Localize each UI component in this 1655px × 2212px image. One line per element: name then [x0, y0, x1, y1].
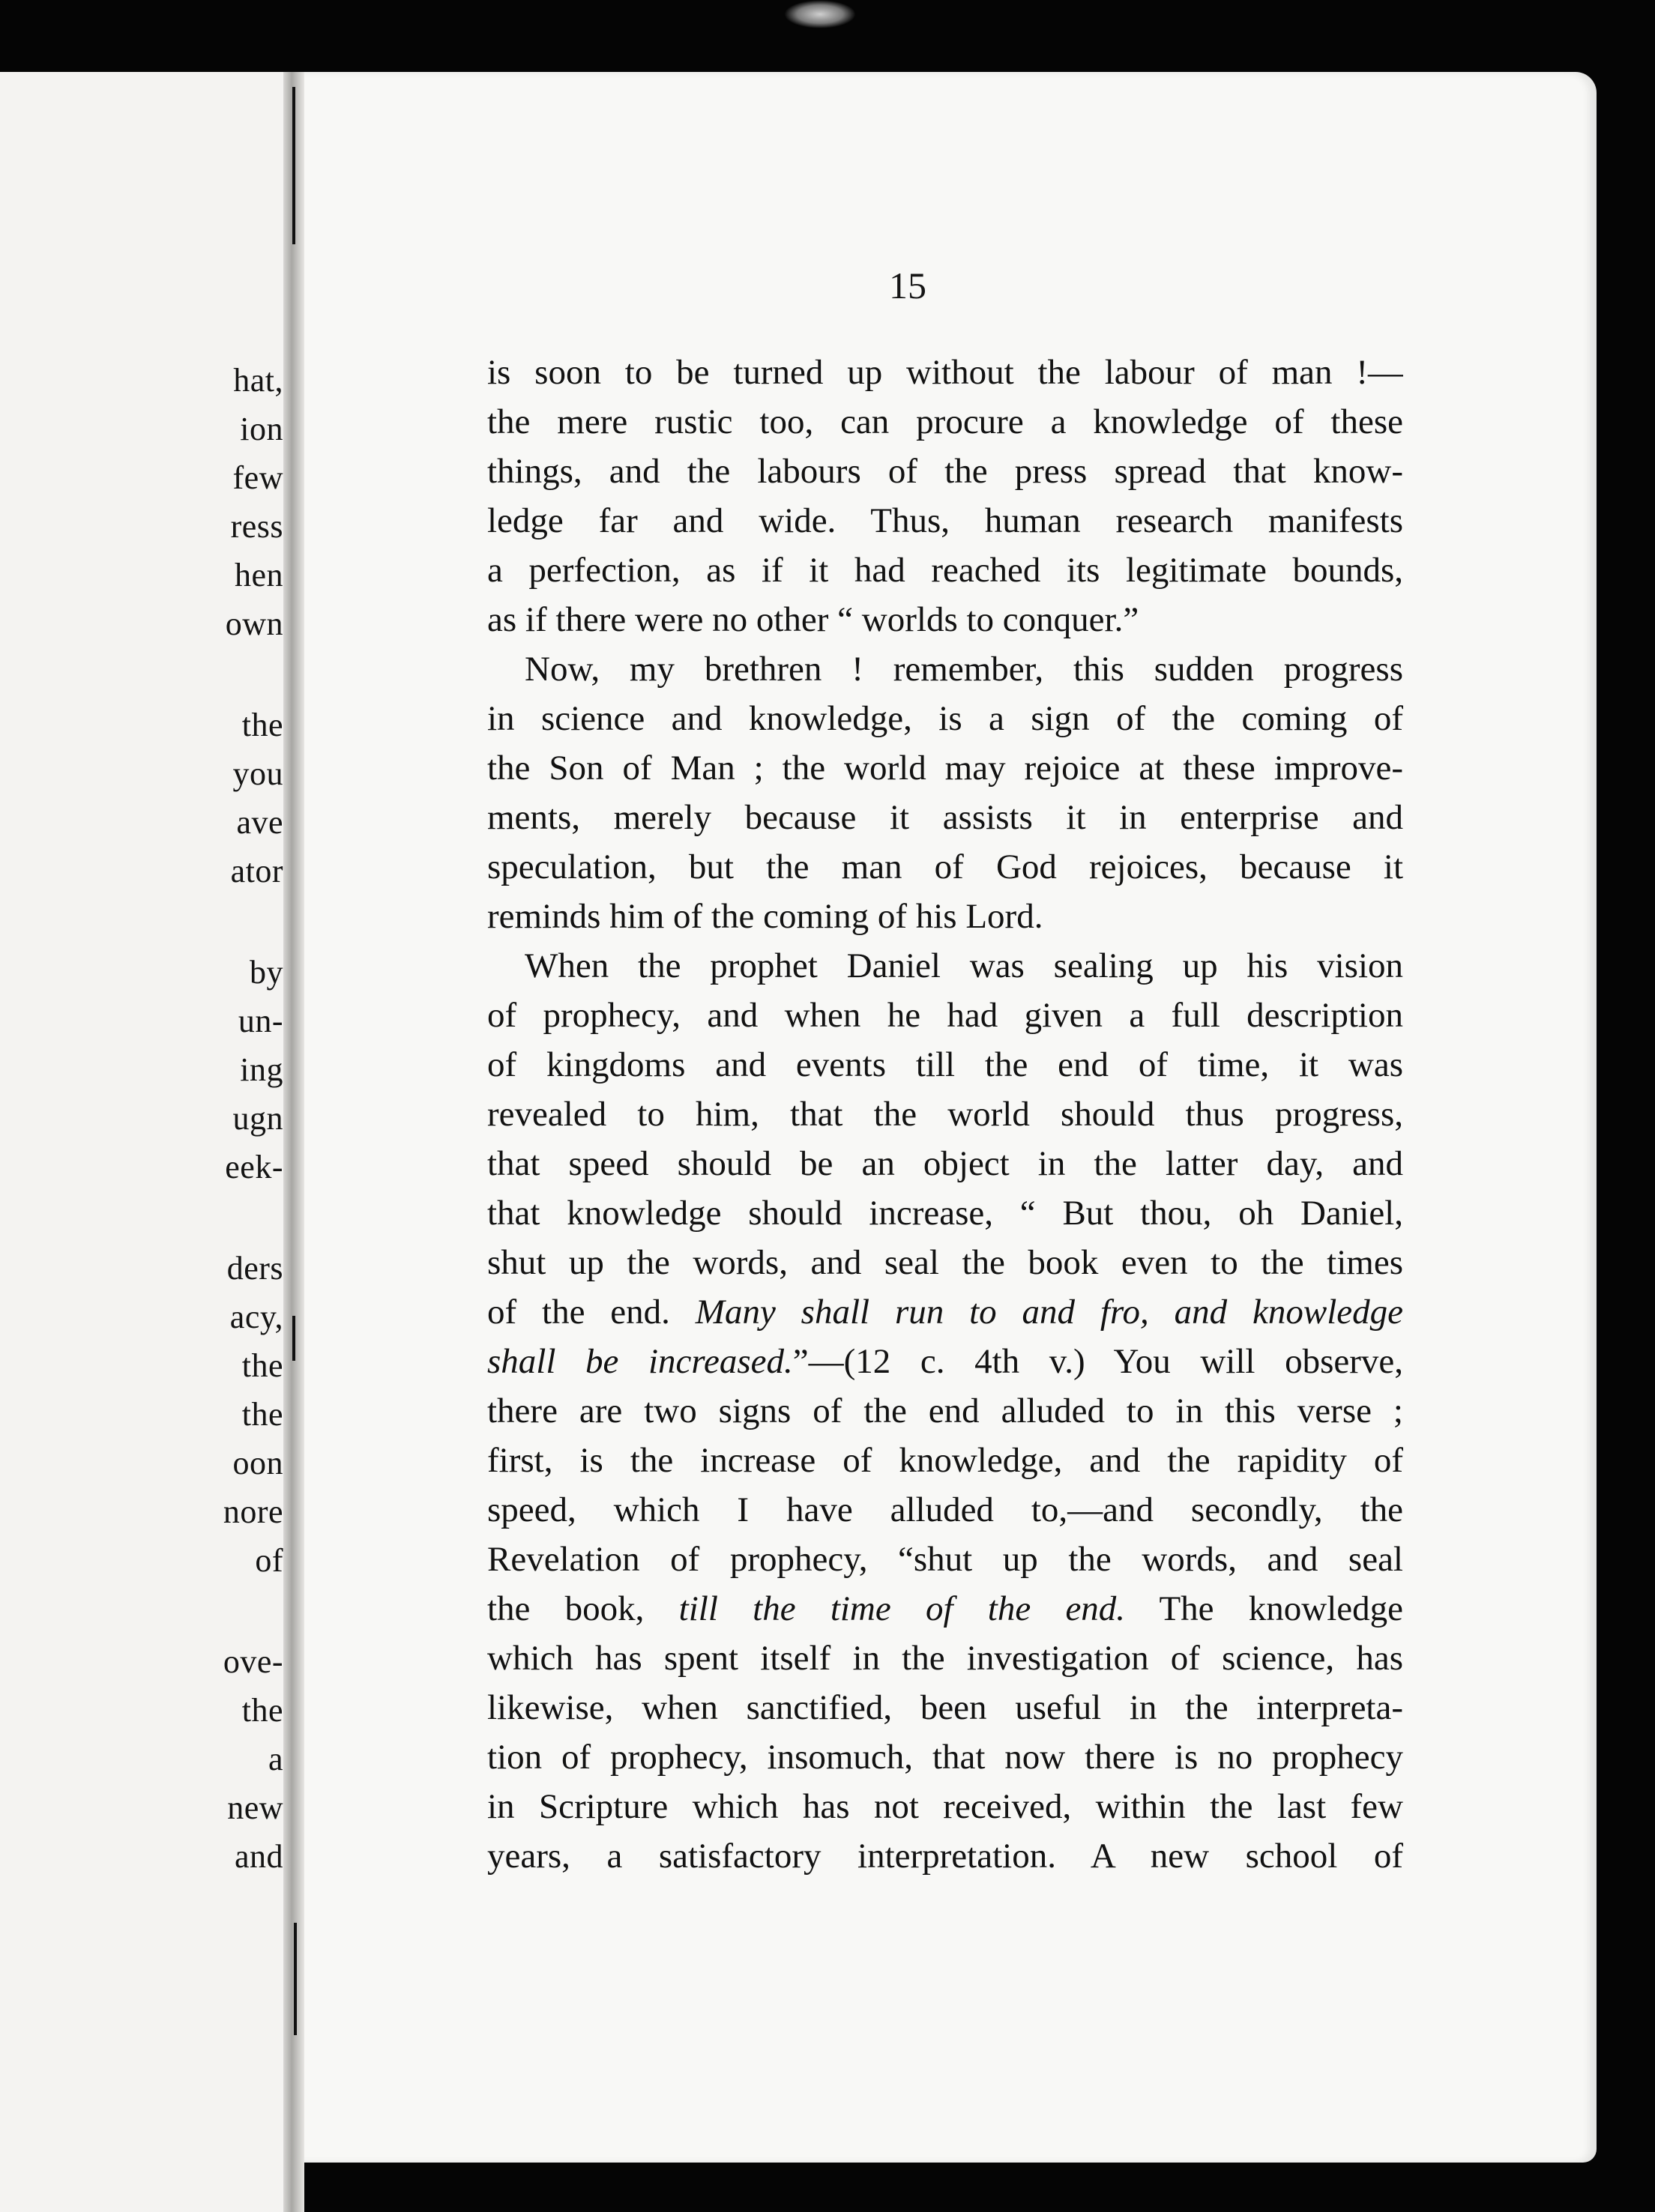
left-fragment: ing — [240, 1051, 283, 1088]
left-fragment: hat, — [233, 362, 283, 399]
text-line: is soon to be turned up without the labour of man !— — [487, 353, 1403, 392]
left-fragment: ave — [236, 804, 283, 841]
text-line: as if there were no other “ worlds to conquer.” — [487, 600, 1139, 639]
text-line: that speed should be an object in the latter day, and — [487, 1144, 1403, 1183]
text-line: revealed to him, that the world should thus progress, — [487, 1095, 1403, 1134]
text-line: ments, merely because it assists it in enterprise and — [487, 798, 1403, 837]
left-fragment: of — [255, 1542, 283, 1579]
text-line: shut up the words, and seal the book even to the times — [487, 1243, 1403, 1282]
text-line: in science and knowledge, is a sign of the coming of — [487, 699, 1403, 738]
left-fragment: oon — [232, 1445, 283, 1481]
left-fragment: ove- — [223, 1643, 283, 1680]
left-fragment: nore — [223, 1493, 283, 1530]
page-number: 15 — [889, 265, 926, 306]
text-line: a perfection, as if it had reached its legitimate bounds, — [487, 551, 1403, 590]
left-fragment: the — [241, 1347, 283, 1384]
left-fragment: un- — [238, 1003, 283, 1039]
left-fragment: new — [227, 1789, 283, 1826]
text-line: the mere rustic too, can procure a knowledge of these — [487, 402, 1403, 441]
italic-quote: till the time of the end. — [678, 1589, 1126, 1628]
text-line: ledge far and wide. Thus, human research manifests — [487, 501, 1403, 540]
text-line: likewise, when sanctified, been useful in the interpreta- — [487, 1688, 1403, 1727]
text-line — [487, 1287, 1403, 1337]
text-line: first, is the increase of knowledge, and the rapidity of — [487, 1441, 1403, 1480]
left-fragment: ders — [226, 1250, 283, 1287]
left-fragment: acy, — [229, 1299, 283, 1335]
text-line: that knowledge should increase, “ But thou, oh Daniel, — [487, 1194, 1403, 1233]
left-fragment: hen — [234, 557, 283, 593]
text-line: things, and the labours of the press spread that know- — [487, 452, 1403, 491]
text-line: tion of prophecy, insomuch, that now there is no prophecy — [487, 1738, 1403, 1777]
text-line: Now, my brethren ! remember, this sudden progress — [525, 650, 1403, 689]
text-line: there are two signs of the end alluded to in this verse ; — [487, 1391, 1403, 1430]
text-line: the Son of Man ; the world may rejoice at these improve- — [487, 749, 1403, 788]
text-line — [487, 1337, 1403, 1386]
left-fragment: ator — [230, 853, 283, 889]
left-fragment: ugn — [232, 1100, 283, 1137]
left-fragment: and — [234, 1838, 283, 1875]
body-text — [487, 348, 1403, 1881]
left-fragment: the — [241, 1396, 283, 1433]
gutter-mark — [292, 1316, 295, 1361]
text-span: ”—(12 c. 4th v.) You will observe, — [792, 1342, 1403, 1381]
text-span: of the end. — [487, 1293, 696, 1332]
text-line: of kingdoms and events till the end of time, it was — [487, 1045, 1403, 1084]
left-fragment: few — [232, 459, 283, 496]
text-span: The knowledge — [1125, 1589, 1403, 1628]
left-fragment: you — [232, 755, 283, 792]
text-line: Revelation of prophecy, “shut up the words, and seal — [487, 1540, 1403, 1579]
left-fragment: the — [241, 707, 283, 743]
text-line: years, a satisfactory interpretation. A new school of — [487, 1837, 1403, 1876]
text-line: of prophecy, and when he had given a full description — [487, 996, 1403, 1035]
gutter-mark — [294, 1923, 297, 2035]
text-line — [487, 1584, 1403, 1634]
text-span: the book, — [487, 1589, 679, 1628]
scan-speck — [784, 0, 856, 28]
text-line: When the prophet Daniel was sealing up his vision — [525, 946, 1403, 985]
left-fragment: the — [241, 1692, 283, 1729]
left-fragment: eek- — [225, 1149, 283, 1185]
left-fragment: ress — [230, 508, 283, 545]
gutter-mark — [292, 87, 295, 244]
facing-page-left — [0, 72, 292, 2212]
text-line: speed, which I have alluded to,—and secondly, the — [487, 1490, 1403, 1529]
left-fragment: a — [268, 1741, 283, 1777]
left-fragment: ion — [240, 411, 283, 447]
book-gutter — [283, 72, 304, 2212]
text-line: reminds him of the coming of his Lord. — [487, 897, 1043, 936]
text-line: which has spent itself in the investigation of science, has — [487, 1639, 1403, 1678]
left-fragment: own — [225, 605, 283, 642]
text-line: speculation, but the man of God rejoices, because it — [487, 847, 1403, 886]
text-line: in Scripture which has not received, within the last few — [487, 1787, 1403, 1826]
left-fragment: by — [250, 954, 283, 991]
italic-quote: shall be increased. — [487, 1342, 793, 1381]
italic-quote: Many shall run to and fro, and knowledge — [695, 1293, 1403, 1332]
